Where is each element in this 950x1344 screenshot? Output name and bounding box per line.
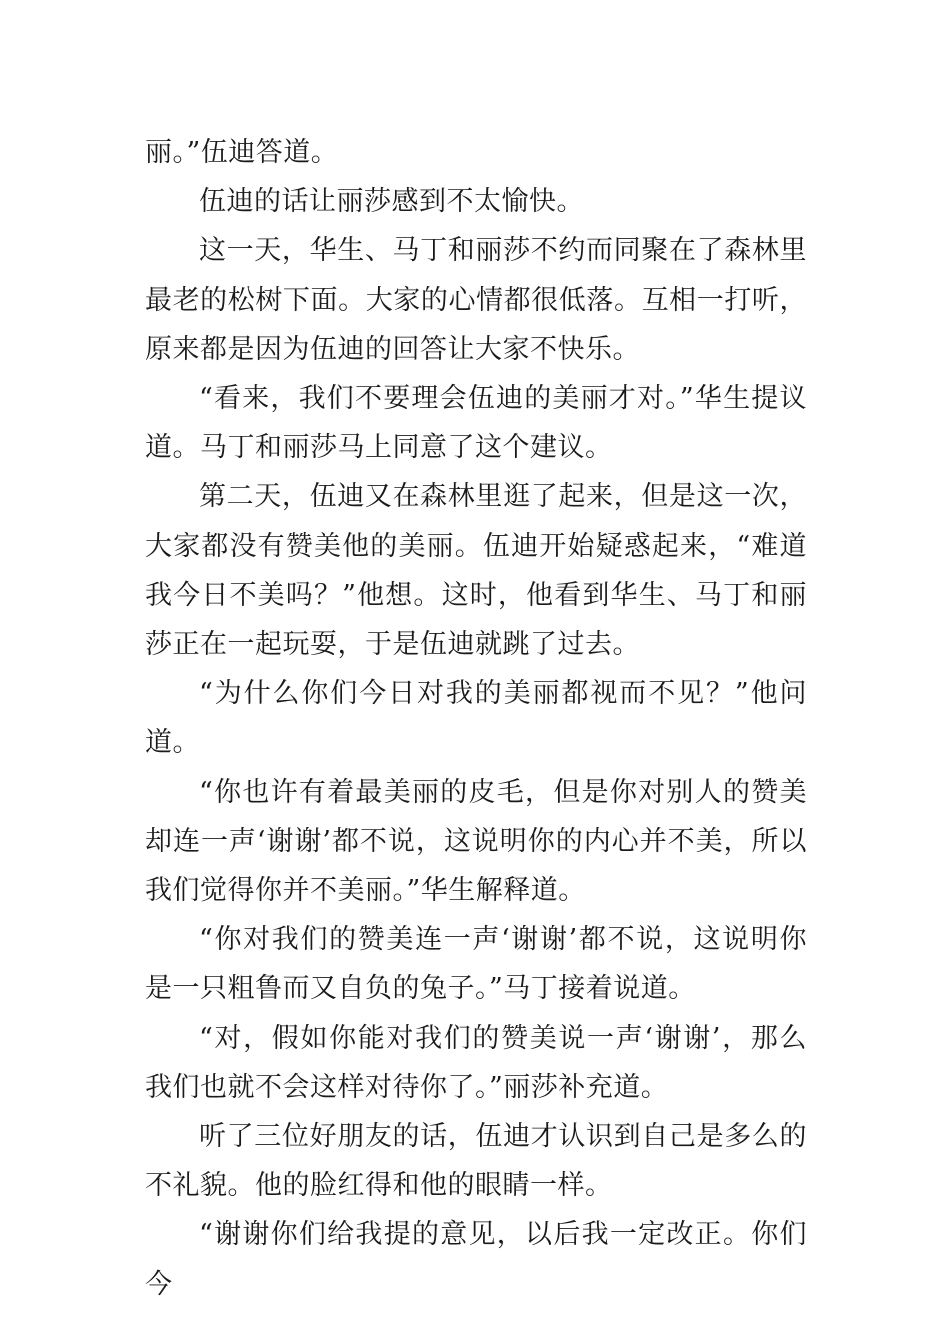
paragraph-8: “你对我们的赞美连一声‘谢谢’都不说，这说明你是一只粗鲁而又自负的兔子。”马丁接着说道。 [145, 924, 807, 1005]
paragraph-11: “谢谢你们给我提的意见，以后我一定改正。你们今 [145, 1219, 807, 1300]
paragraph-3: 这一天，华生、马丁和丽莎不约而同聚在了森林里最老的松树下面。大家的心情都很低落。互相一打听，原来都是因为伍迪的回答让大家不快乐。 [145, 235, 807, 365]
paragraph-2: 伍迪的话让丽莎感到不太愉快。 [199, 186, 584, 218]
story-text-body [145, 128, 807, 1309]
paragraph-6: “为什么你们今日对我的美丽都视而不见？”他问道。 [145, 678, 807, 759]
paragraph-10: 听了三位好朋友的话，伍迪才认识到自己是多么的不礼貌。他的脸红得和他的眼睛一样。 [145, 1121, 807, 1202]
paragraph-5: 第二天，伍迪又在森林里逛了起来，但是这一次，大家都没有赞美他的美丽。伍迪开始疑惑起来，“难道我今日不美吗？”他想。这时，他看到华生、马丁和丽莎正在一起玩耍，于是伍迪就跳了过去。 [145, 481, 807, 661]
paragraph-1: 丽。”伍迪答道。 [145, 137, 339, 168]
paragraph-7: “你也许有着最美丽的皮毛，但是你对别人的赞美却连一声‘谢谢’都不说，这说明你的内心并不美，所以我们觉得你并不美丽。”华生解释道。 [145, 776, 807, 907]
paragraph-9: “对，假如你能对我们的赞美说一声‘谢谢’，那么我们也就不会这样对待你了。”丽莎补充道。 [145, 1022, 807, 1103]
paragraph-4: “看来，我们不要理会伍迪的美丽才对。”华生提议道。马丁和丽莎马上同意了这个建议。 [145, 383, 807, 464]
